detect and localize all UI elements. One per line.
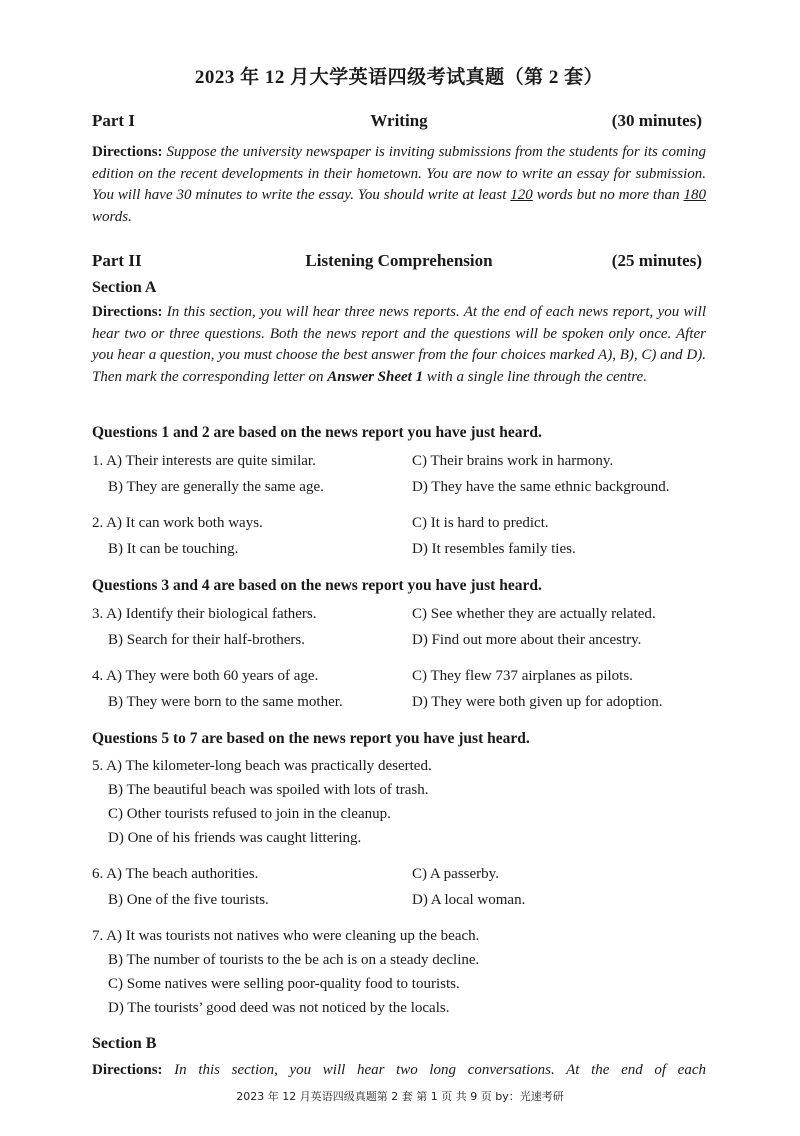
part2-name: Listening Comprehension [305, 251, 493, 270]
q1-option-a: 1. A) Their interests are quite similar. [92, 453, 316, 469]
q7-option-c: C) Some natives were selling poor-quality food to tourists. [108, 976, 460, 992]
page-footer: 2023 年 12 月英语四级真题第 2 套 第 1 页 共 9 页 by：光速考研 [236, 1090, 564, 1103]
q1-option-c: C) Their brains work in harmony. [412, 453, 614, 469]
part1-time: (30 minutes) [611, 111, 702, 130]
part2-label: Part II [92, 251, 142, 270]
part2-time: (25 minutes) [611, 251, 702, 270]
q7-option-b: B) The number of tourists to the be ach is on a steady decline. [108, 952, 480, 968]
section-b-directions: Directions: In this section, you will hear two long conversations. At the end of each [92, 1062, 706, 1078]
q3-option-b: B) Search for their half-brothers. [108, 632, 306, 648]
q2-option-b: B) It can be touching. [108, 541, 239, 557]
q5-option-c: C) Other tourists refused to join in the cleanup. [108, 806, 391, 822]
q3-option-d: D) Find out more about their ancestry. [412, 632, 642, 648]
min-words: 120 [510, 187, 533, 203]
q4-option-b: B) They were born to the same mother. [108, 694, 343, 710]
q6-option-b: B) One of the five tourists. [108, 892, 269, 908]
q4-option-d: D) They were both given up for adoption. [412, 694, 663, 710]
q2-option-d: D) It resembles family ties. [412, 541, 576, 557]
q1-option-b: B) They are generally the same age. [108, 479, 324, 495]
q5-option-a: 5. A) The kilometer-long beach was practically deserted. [92, 758, 432, 774]
directions-label: Directions: [92, 144, 163, 160]
answer-sheet-ref: Answer Sheet 1 [327, 368, 424, 385]
part1-header [92, 111, 706, 133]
section-a-directions: Directions: In this section, you will hear three news reports. At the end of each news report, you will hear two or three questions. Both the news report and the questions will be spoken only once. After you hear a question, you must choose the best answer from the four choices marked A), B), C) and D). Then mark the corresponding letter on Answer Sheet 1 with a single line through the centre. [92, 304, 706, 385]
q4-option-a: 4. A) They were both 60 years of age. [92, 668, 319, 684]
q5-option-b: B) The beautiful beach was spoiled with lots of trash. [108, 782, 429, 798]
q6-option-d: D) A local woman. [412, 892, 526, 908]
q4-option-c: C) They flew 737 airplanes as pilots. [412, 668, 633, 684]
q7-option-d: D) The tourists’ good deed was not noticed by the locals. [108, 1000, 450, 1016]
q7-option-a: 7. A) It was tourists not natives who were cleaning up the beach. [92, 928, 480, 944]
part1-name: Writing [370, 111, 428, 130]
part1-directions: Directions: Suppose the university newspaper is inviting submissions from the students for its coming edition on the recent developments in their hometown. You are now to write an essay for submission. You will have 30 minutes to write the essay. You should write at least 120 words but no more than 180 words. [92, 144, 706, 225]
question-group-heading: Questions 5 to 7 are based on the news report you have just heard. [92, 730, 530, 747]
question-group-heading: Questions 1 and 2 are based on the news report you have just heard. [92, 424, 542, 441]
max-words: 180 [683, 187, 706, 203]
section-a-heading: Section A [92, 279, 157, 296]
q6-option-c: C) A passerby. [412, 866, 499, 882]
q3-option-a: 3. A) Identify their biological fathers. [92, 606, 317, 622]
page-title: 2023 年 12 月大学英语四级考试真题（第 2 套） [194, 67, 604, 88]
q2-option-a: 2. A) It can work both ways. [92, 515, 263, 531]
q5-option-d: D) One of his friends was caught littering. [108, 830, 362, 846]
part2-header [92, 251, 706, 273]
q2-option-c: C) It is hard to predict. [412, 515, 549, 531]
q1-option-d: D) They have the same ethnic background. [412, 479, 670, 495]
question-group-heading: Questions 3 and 4 are based on the news report you have just heard. [92, 577, 542, 594]
q3-option-c: C) See whether they are actually related. [412, 606, 656, 622]
section-b-heading: Section B [92, 1035, 157, 1052]
q6-option-a: 6. A) The beach authorities. [92, 866, 259, 882]
part1-label: Part I [92, 111, 135, 130]
